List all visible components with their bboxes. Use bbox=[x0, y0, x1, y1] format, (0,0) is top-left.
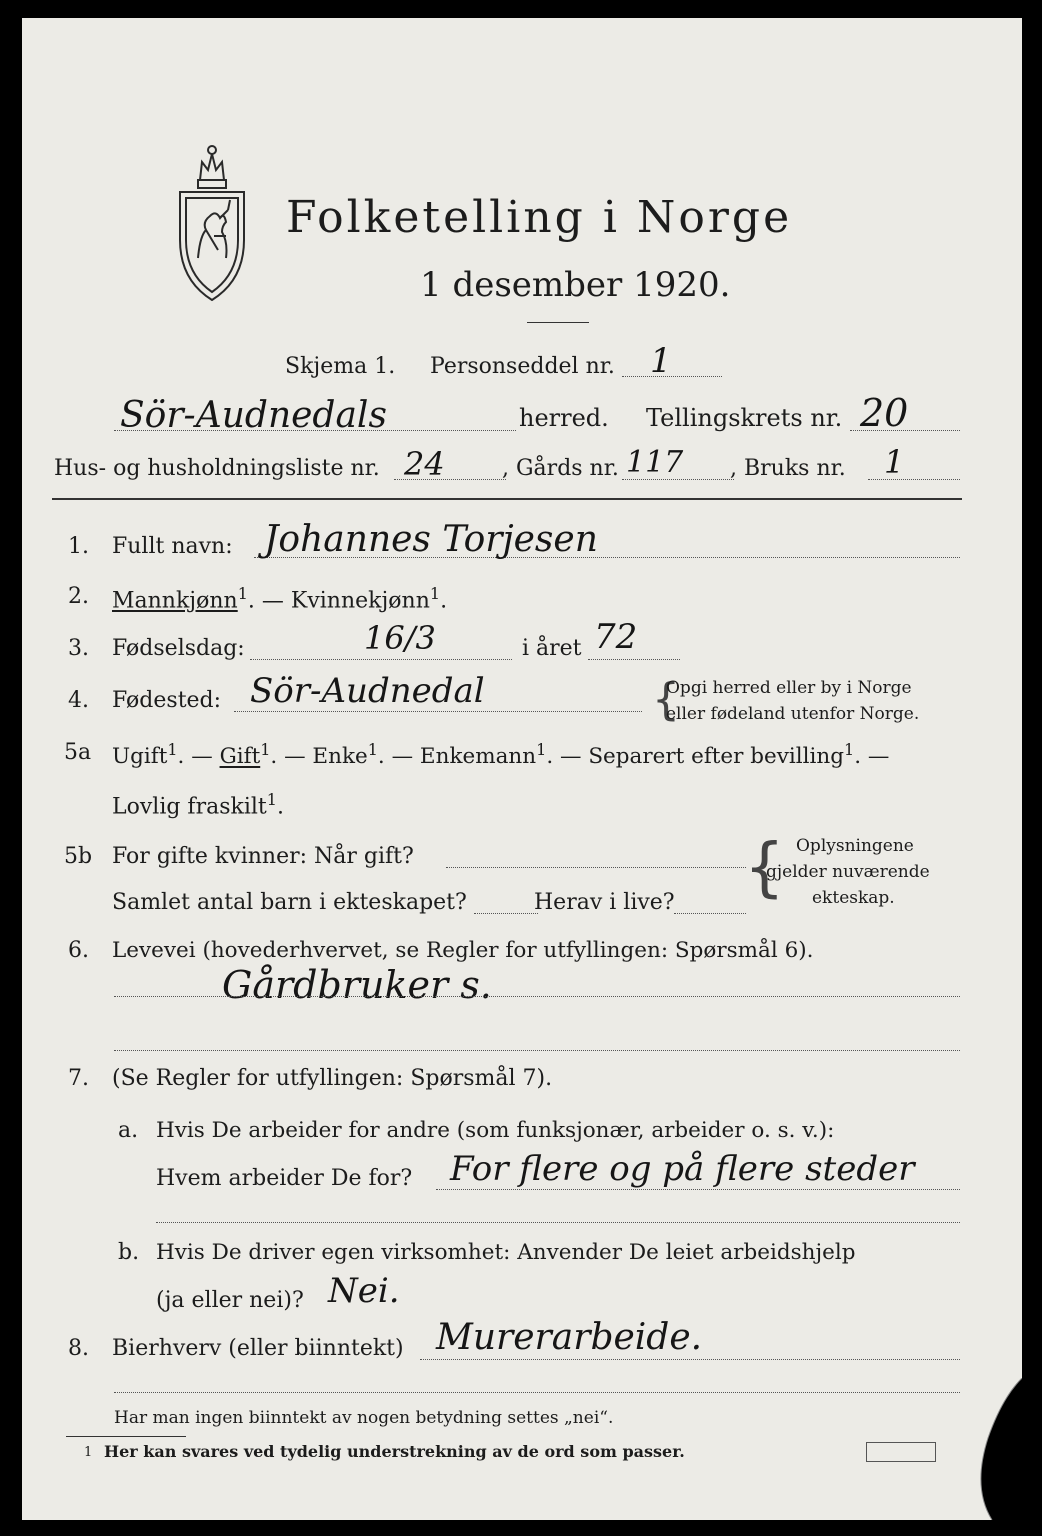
skjema-label: Skjema 1. bbox=[285, 354, 396, 379]
tellingskrets-label: Tellingskrets nr. bbox=[646, 404, 843, 432]
q7a-text: Hvis De arbeider for andre (som funksjonær, arbeider o. s. v.): bbox=[156, 1118, 835, 1143]
q5a-number: 5a bbox=[64, 740, 92, 765]
footnote-text: Her kan svares ved tydelig understrekning av de ord som passer. bbox=[104, 1442, 685, 1461]
lovlig-fraskilt: Lovlig fraskilt$^1$. bbox=[112, 790, 284, 820]
employer-line-2 bbox=[156, 1222, 960, 1223]
birthdate-value: 16/3 bbox=[364, 619, 436, 657]
birthplace-value: Sör-Audnedal bbox=[250, 671, 485, 711]
q7b-number: b. bbox=[118, 1240, 140, 1265]
q7a-number: a. bbox=[118, 1118, 139, 1143]
q1-label: Fullt navn: bbox=[112, 534, 233, 559]
occupation-line-2 bbox=[114, 1050, 960, 1051]
folded-corner-icon bbox=[952, 1378, 1022, 1520]
header-divider bbox=[52, 498, 962, 500]
q6-number: 6. bbox=[68, 938, 89, 963]
hired-help-value: Nei. bbox=[328, 1271, 400, 1311]
q5b-note-3: ekteskap. bbox=[812, 888, 895, 908]
q5b-line2b: Herav i live? bbox=[534, 890, 675, 915]
side-income-value: Murerarbeide. bbox=[436, 1317, 703, 1358]
bruks-line bbox=[868, 479, 960, 480]
q5b-number: 5b bbox=[64, 844, 93, 869]
full-name-value: Johannes Torjesen bbox=[264, 519, 598, 560]
birthplace-note-2: eller fødeland utenfor Norge. bbox=[666, 704, 920, 724]
census-form bbox=[22, 18, 1022, 1520]
bruks-value: 1 bbox=[884, 443, 905, 481]
q8-number: 8. bbox=[68, 1336, 89, 1361]
married-when-line bbox=[446, 867, 746, 868]
footnote-mark: 1 bbox=[84, 1445, 93, 1460]
printer-stamp-icon bbox=[866, 1442, 936, 1462]
herred-value: Sör-Audnedals bbox=[120, 395, 387, 436]
gender-female: Kvinnekjønn bbox=[290, 588, 430, 614]
gender-male-underlined: Mannkjønn bbox=[112, 588, 238, 614]
side-income-line bbox=[420, 1359, 960, 1360]
bruks-label: , Bruks nr. bbox=[730, 456, 846, 481]
gards-value: 117 bbox=[626, 445, 684, 480]
q3-number: 3. bbox=[68, 636, 89, 661]
coat-of-arms-icon bbox=[170, 140, 254, 310]
marital-status-options: Ugift$^1$. — Gift$^1$. — Enke$^1$. — Enkemann$^1$. — Separert efter bevilling$^1$. — bbox=[112, 740, 890, 770]
birthdate-line bbox=[250, 659, 512, 660]
q6-label: Levevei (hovederhvervet, se Regler for utfyllingen: Spørsmål 6). bbox=[112, 938, 814, 963]
personseddel-line bbox=[622, 376, 722, 377]
q7-number: 7. bbox=[68, 1066, 89, 1091]
marital-gift-underlined: Gift bbox=[219, 744, 261, 770]
herred-label: herred. bbox=[519, 404, 609, 432]
side-income-line-2 bbox=[114, 1392, 960, 1393]
q5b-note-2: gjelder nuværende bbox=[766, 862, 930, 882]
q4-label: Fødested: bbox=[112, 688, 222, 713]
year-value: 72 bbox=[594, 617, 638, 657]
title-divider bbox=[527, 322, 589, 323]
birthplace-note-1: Opgi herred eller by i Norge bbox=[666, 678, 912, 698]
q7-label: (Se Regler for utfyllingen: Spørsmål 7). bbox=[112, 1066, 553, 1091]
gards-label: , Gårds nr. bbox=[502, 456, 619, 481]
q8-label: Bierhverv (eller biinntekt) bbox=[112, 1336, 404, 1361]
husliste-value: 24 bbox=[404, 445, 445, 483]
q7b-text: Hvis De driver egen virksomhet: Anvender De leiet arbeidshjelp bbox=[156, 1240, 856, 1265]
q5b-line1: For gifte kvinner: Når gift? bbox=[112, 844, 414, 869]
q5b-line2a: Samlet antal barn i ekteskapet? bbox=[112, 890, 467, 915]
q7a-question: Hvem arbeider De for? bbox=[156, 1166, 413, 1191]
brace-icon-2: { bbox=[744, 831, 785, 905]
q5b-note-1: Oplysningene bbox=[796, 836, 914, 856]
footnote-divider bbox=[66, 1436, 186, 1437]
q7b-question: (ja eller nei)? bbox=[156, 1288, 304, 1313]
brace-icon: { bbox=[652, 674, 680, 725]
census-date: 1 desember 1920. bbox=[420, 265, 731, 305]
q3-label: Fødselsdag: bbox=[112, 636, 245, 661]
occupation-value: Gårdbruker s. bbox=[222, 963, 492, 1007]
personseddel-label: Personseddel nr. bbox=[430, 354, 615, 379]
herred-line bbox=[114, 430, 516, 431]
alive-line bbox=[674, 913, 746, 914]
husliste-label: Hus- og husholdningsliste nr. bbox=[54, 456, 380, 481]
gender-options: Mannkjønn$^1$. — Kvinnekjønn$^1$. bbox=[112, 584, 448, 614]
form-title: Folketelling i Norge bbox=[286, 192, 793, 243]
side-income-note: Har man ingen biinntekt av nogen betydning settes „nei“. bbox=[114, 1408, 614, 1428]
q1-number: 1. bbox=[68, 534, 89, 559]
q4-number: 4. bbox=[68, 688, 89, 713]
personseddel-value: 1 bbox=[650, 341, 672, 381]
employer-value: For flere og på flere steder bbox=[450, 1149, 915, 1189]
children-line bbox=[474, 913, 538, 914]
year-label: i året bbox=[522, 636, 582, 661]
employer-line bbox=[436, 1189, 960, 1190]
birthplace-line bbox=[234, 711, 642, 712]
tellingskrets-value: 20 bbox=[860, 391, 909, 435]
q2-number: 2. bbox=[68, 584, 89, 609]
occupation-line-1 bbox=[114, 996, 960, 997]
year-line bbox=[588, 659, 680, 660]
